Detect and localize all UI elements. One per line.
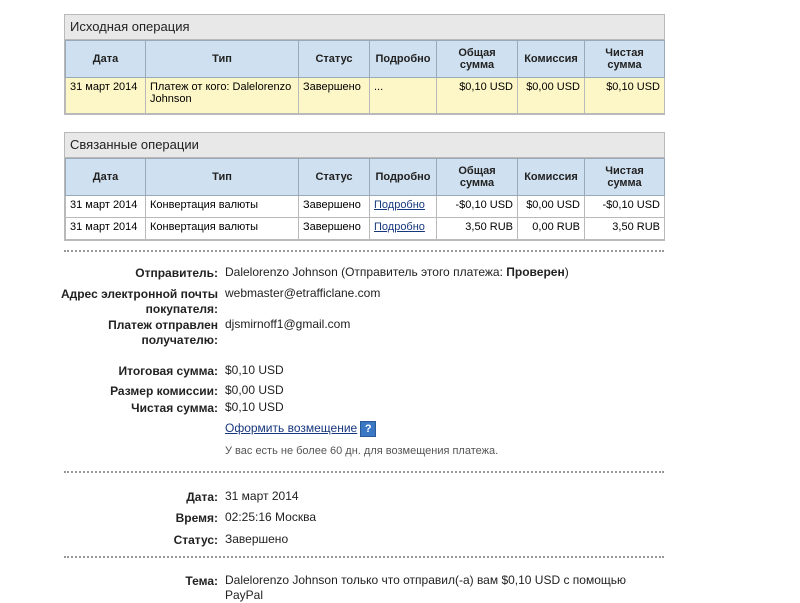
sender-verified-status: Проверен (506, 265, 565, 279)
cell-fee: 0,00 RUB (518, 218, 585, 240)
col-header-fee: Комиссия (518, 41, 585, 78)
section-title: Связанные операции (65, 133, 664, 158)
cell-type: Конвертация валюты (146, 196, 299, 218)
table-header-row (66, 159, 665, 196)
cell-fee: $0,00 USD (518, 78, 585, 114)
divider (64, 250, 664, 252)
fee-amount-label: Размер комиссии: (110, 384, 218, 398)
buyer-email-label-line2: покупателя: (145, 302, 218, 316)
sender-value (225, 265, 569, 280)
recipient-label (108, 318, 218, 348)
col-header-date: Дата (66, 159, 146, 196)
recipient-label-line2: получателю: (141, 333, 218, 347)
cell-date: 31 март 2014 (66, 218, 146, 240)
table-header-row (66, 41, 665, 78)
cell-date: 31 март 2014 (66, 78, 146, 114)
related-transactions-table (65, 158, 665, 240)
subject-line1: Dalelorenzo Johnson только что отправил(-а) вам $0,10 USD с помощью (225, 573, 627, 587)
buyer-email-label (61, 287, 218, 317)
help-icon[interactable]: ? (360, 421, 376, 437)
refund-note: У вас есть не более 60 дн. для возмещения платежа. (225, 445, 499, 457)
refund-link[interactable]: Оформить возмещение (225, 421, 358, 436)
related-transactions-section (64, 132, 665, 241)
refund-row (225, 421, 376, 437)
cell-status: Завершено (299, 218, 370, 240)
details-link[interactable]: Подробно (374, 221, 425, 233)
cell-date: 31 март 2014 (66, 196, 146, 218)
table-row (66, 196, 665, 218)
recipient-value: djsmirnoff1@gmail.com (225, 317, 351, 331)
col-header-type: Тип (146, 41, 299, 78)
status-label: Статус: (173, 533, 218, 547)
buyer-email-label-line1: Адрес электронной почты (60, 287, 218, 301)
cell-status: Завершено (299, 78, 370, 114)
status-value: Завершено (225, 532, 289, 546)
col-header-type: Тип (146, 159, 299, 196)
cell-type: Конвертация валюты (146, 218, 299, 240)
sender-label: Отправитель: (135, 266, 218, 280)
original-transaction-section (64, 14, 665, 115)
cell-gross: $0,10 USD (437, 78, 518, 114)
cell-gross: 3,50 RUB (437, 218, 518, 240)
cell-net: $0,10 USD (585, 78, 665, 114)
col-header-details: Подробно (370, 41, 437, 78)
table-row (66, 218, 665, 240)
net-amount-value: $0,10 USD (225, 400, 284, 414)
divider (64, 556, 664, 558)
subject-line2: PayPal (225, 588, 264, 602)
date-label: Дата: (186, 490, 218, 504)
col-header-gross: Общая сумма (437, 159, 518, 196)
time-label: Время: (175, 511, 218, 525)
col-header-fee: Комиссия (518, 159, 585, 196)
net-amount-label: Чистая сумма: (131, 401, 218, 415)
cell-type: Платеж от кого: Dalelorenzo Johnson (146, 78, 299, 114)
fee-amount-value: $0,00 USD (225, 383, 284, 397)
col-header-net: Чистая сумма (585, 159, 665, 196)
total-amount-value: $0,10 USD (225, 363, 284, 377)
original-transaction-table (65, 40, 665, 114)
subject-label: Тема: (185, 574, 218, 588)
col-header-net: Чистая сумма (585, 41, 665, 78)
recipient-label-line1: Платеж отправлен (108, 318, 218, 332)
col-header-details: Подробно (370, 159, 437, 196)
sender-name: Dalelorenzo Johnson (Отправитель этого платежа: (225, 265, 503, 279)
col-header-gross: Общая сумма (437, 41, 518, 78)
details-link[interactable]: Подробно (374, 199, 425, 211)
buyer-email-value: webmaster@etrafficlane.com (225, 286, 381, 300)
col-header-date: Дата (66, 41, 146, 78)
subject-value (225, 573, 626, 603)
cell-details (370, 196, 437, 218)
time-value: 02:25:16 Москва (225, 510, 317, 524)
cell-fee: $0,00 USD (518, 196, 585, 218)
cell-details (370, 218, 437, 240)
cell-status: Завершено (299, 196, 370, 218)
divider (64, 471, 664, 473)
cell-net: 3,50 RUB (585, 218, 665, 240)
col-header-status: Статус (299, 159, 370, 196)
section-title: Исходная операция (65, 15, 664, 40)
table-row (66, 78, 665, 114)
cell-details: ... (370, 78, 437, 114)
total-amount-label: Итоговая сумма: (118, 364, 218, 378)
cell-gross: -$0,10 USD (437, 196, 518, 218)
col-header-status: Статус (299, 41, 370, 78)
date-value: 31 март 2014 (225, 489, 299, 503)
sender-close: ) (564, 265, 569, 279)
cell-net: -$0,10 USD (585, 196, 665, 218)
